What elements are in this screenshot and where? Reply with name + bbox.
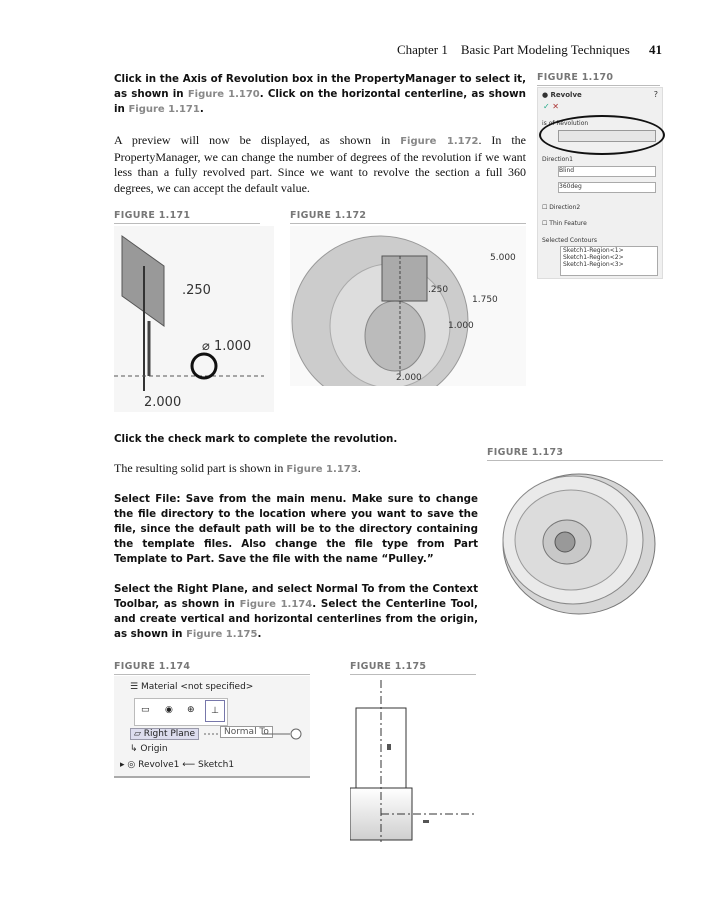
list-item: Sketch1-Region<1> xyxy=(563,247,624,254)
connector xyxy=(204,726,304,746)
context-toolbar xyxy=(134,698,228,726)
eye-icon[interactable]: ◉ xyxy=(165,705,173,715)
figure-caption: FIGURE 1.173 xyxy=(487,447,663,461)
figure-171-sketch xyxy=(114,226,274,412)
page-header xyxy=(0,42,662,58)
list-item: Sketch1-Region<2> xyxy=(563,254,624,261)
dimension-label: 2.000 xyxy=(396,373,422,383)
dimension-label: 1.000 xyxy=(448,321,474,331)
body-result: The resulting solid part is shown in Figure 1.173. xyxy=(114,461,361,475)
help-icon[interactable]: ? xyxy=(653,90,658,99)
right-plane-item[interactable]: ▱ Right Plane xyxy=(130,728,199,740)
chapter-title: Basic Part Modeling Techniques xyxy=(460,42,630,57)
revolve-title: ● Revolve xyxy=(542,91,582,99)
instruction-check: Click the check mark to complete the revolution. xyxy=(114,433,398,445)
instruction-right-plane: Select the Right Plane, and select Normal To from the Context Toolbar, as shown in Figure 1.174. Select the Centerline Tool, and create vertical and horizontal centerlines from the origin, as shown in Figure 1.175. xyxy=(114,583,478,640)
instruction-save: Select File: Save from the main menu. Make sure to change the file directory to the location where you want to save the file, since the default path will be to the directory containing the template files. Also change the file type from Part Template to Part. Save the file with the name “Pulley.” xyxy=(114,493,478,565)
body-preview: A preview will now be displayed, as shown in Figure 1.172. In the PropertyManager, we can change the number of degrees of the revolution if we want less than a fully revolved part. Since we want to revolve the section a full 360 degrees, we can accept the default value. xyxy=(114,133,526,195)
dimension-label: ⌀ 1.000 xyxy=(202,339,252,354)
dimension-label: 2.000 xyxy=(144,395,182,410)
figure-caption: FIGURE 1.170 xyxy=(537,72,660,86)
normal-to-icon[interactable]: ⊥ xyxy=(205,700,225,722)
end-condition-select[interactable]: Blind xyxy=(558,166,656,177)
figure-172-preview xyxy=(290,226,526,386)
direction2-checkbox[interactable]: ☐ Direction2 xyxy=(542,204,581,211)
normal-to-tooltip: Normal To xyxy=(220,726,273,738)
figure-ref[interactable]: Figure 1.174 xyxy=(239,599,313,610)
sketch-icon[interactable]: ▭ xyxy=(141,705,150,715)
figure-ref[interactable]: Figure 1.171 xyxy=(128,104,200,115)
origin-item[interactable]: ↳ Origin xyxy=(130,744,168,754)
dimension-label: 1.750 xyxy=(472,295,498,305)
dimension-label: 5.000 xyxy=(490,253,516,263)
figure-caption: FIGURE 1.172 xyxy=(290,210,526,224)
figure-caption: FIGURE 1.174 xyxy=(114,661,310,675)
contours-list[interactable] xyxy=(560,246,658,276)
page-number: 41 xyxy=(649,42,662,57)
dimension-label: .250 xyxy=(428,285,449,295)
highlight-ellipse xyxy=(539,115,665,155)
figure-175-sketch xyxy=(350,676,476,846)
figure-ref[interactable]: Figure 1.175 xyxy=(186,629,258,640)
figure-174-feature-tree xyxy=(114,676,310,778)
figure-ref[interactable]: Figure 1.173 xyxy=(286,464,358,475)
zoom-icon[interactable]: ⊕ xyxy=(187,705,195,715)
material-item[interactable]: ☰ Material <not specified> xyxy=(130,682,254,692)
list-item: Sketch1-Region<3> xyxy=(563,261,624,268)
instruction-axis: Click in the Axis of Revolution box in the PropertyManager to select it, as shown in Figure 1.170. Click on the horizontal centerline, as shown in Figure 1.171. xyxy=(114,73,526,115)
figure-170-property-manager: ● Revolve ? ✓ ✕ is of Revolution Direction1 Blind 360deg ☐ Direction2 ☐ Thin Feature Selected Contours Sketch1-Region<1> Sketch1-Region<2> Sketch1-Region<3> xyxy=(537,87,663,279)
chapter-label: Chapter 1 xyxy=(396,42,448,57)
figure-caption: FIGURE 1.171 xyxy=(114,210,260,224)
thin-feature-checkbox[interactable]: ☐ Thin Feature xyxy=(542,220,587,227)
figure-caption: FIGURE 1.175 xyxy=(350,661,476,675)
check-icon[interactable]: ✓ ✕ xyxy=(543,102,559,111)
figure-ref[interactable]: Figure 1.170 xyxy=(187,89,260,100)
dimension-label: .250 xyxy=(182,283,211,298)
figure-ref[interactable]: Figure 1.172 xyxy=(400,136,479,147)
figure-173-pulley xyxy=(487,462,663,622)
angle-input[interactable]: 360deg xyxy=(558,182,656,193)
revolve-item[interactable]: ▸ ◎ Revolve1 ⟵ Sketch1 xyxy=(120,760,235,770)
